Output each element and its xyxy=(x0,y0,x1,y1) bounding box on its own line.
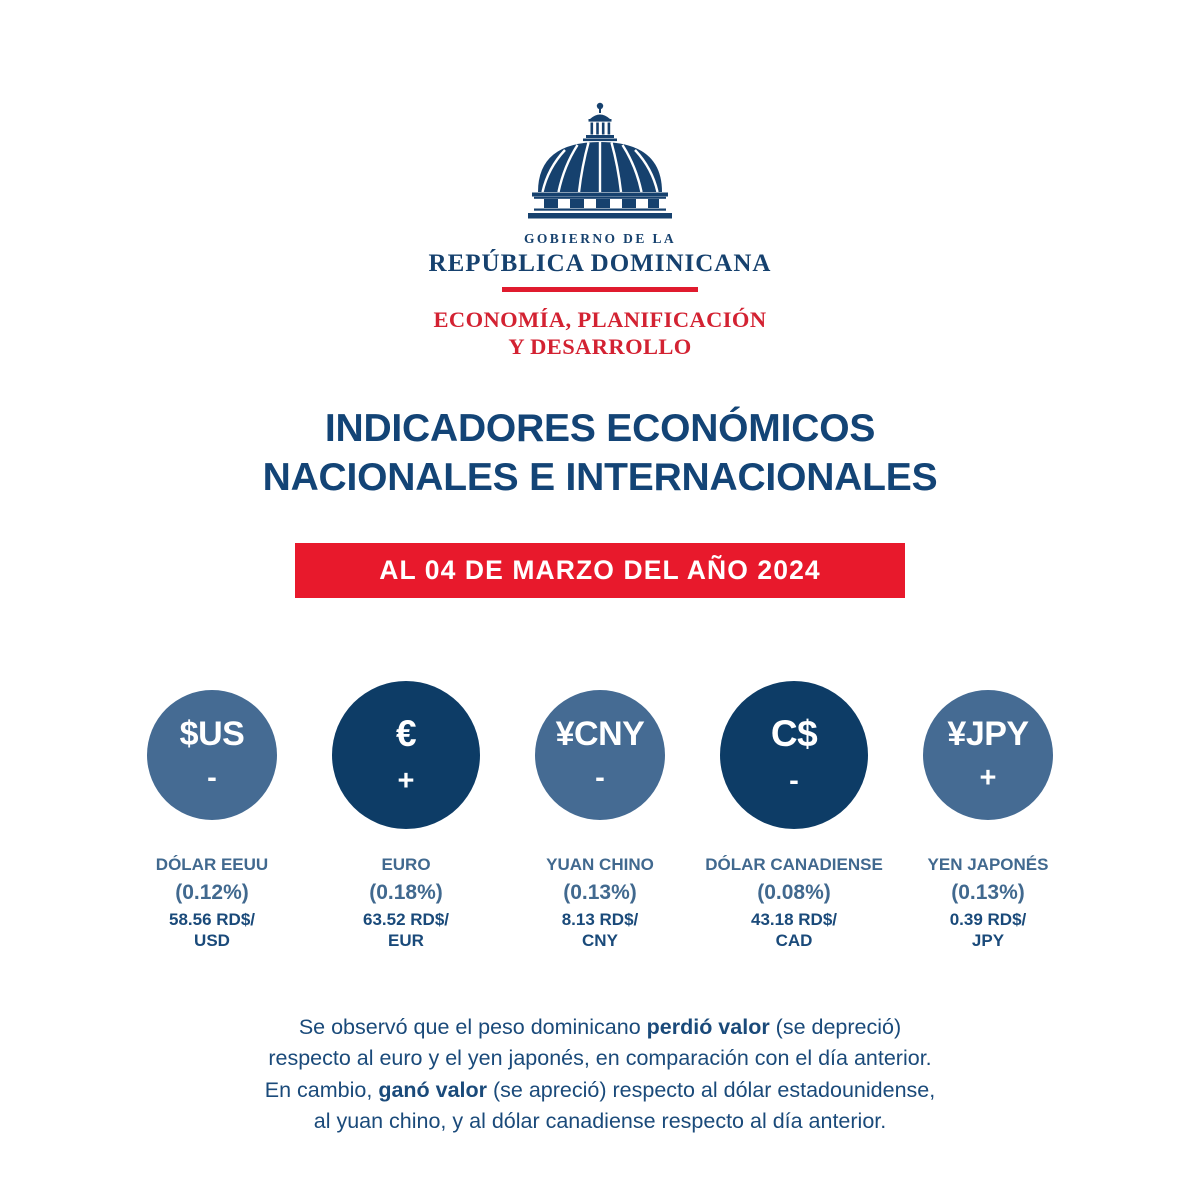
currency-change-percent: (0.12%) xyxy=(175,880,249,904)
government-logo xyxy=(0,100,1200,360)
currency-change-percent: (0.13%) xyxy=(563,880,637,904)
currency-rate-unit: USD xyxy=(194,930,230,950)
trend-down-icon: - xyxy=(789,764,799,797)
summary-emphasis-lost-value: perdió valor xyxy=(646,1015,770,1039)
trend-up-icon: + xyxy=(979,762,997,794)
page-title-line-2: NACIONALES E INTERNACIONALES xyxy=(262,455,938,499)
currency-card-cny xyxy=(503,665,697,951)
currency-badge-usd xyxy=(147,690,277,820)
currency-card-jpy xyxy=(891,665,1085,951)
currency-symbol: € xyxy=(395,712,417,754)
currency-indicator-row xyxy=(0,665,1200,951)
summary-text xyxy=(0,1012,1200,1138)
currency-rate-value: 63.52 RD$/ xyxy=(363,909,449,929)
trend-down-icon: - xyxy=(595,762,605,794)
summary-line-1 xyxy=(0,1012,1200,1043)
currency-circle-slot xyxy=(535,665,665,845)
currency-symbol: C$ xyxy=(770,712,818,754)
currency-rate xyxy=(751,909,837,952)
currency-name: YUAN CHINO xyxy=(546,855,654,874)
summary-line-1-a: Se observó que el peso dominicano xyxy=(298,1015,647,1039)
currency-rate xyxy=(363,909,449,952)
currency-symbol: $US xyxy=(179,715,245,753)
currency-rate xyxy=(950,909,1027,952)
currency-rate-value: 8.13 RD$/ xyxy=(561,909,639,929)
currency-rate-unit: CAD xyxy=(775,930,813,950)
logo-divider xyxy=(502,287,698,292)
currency-circle-slot xyxy=(923,665,1053,845)
currency-rate xyxy=(562,909,639,952)
currency-change-percent: (0.18%) xyxy=(369,880,443,904)
currency-name: EURO xyxy=(381,855,431,874)
currency-name: DÓLAR CANADIENSE xyxy=(705,855,883,874)
currency-badge-cny xyxy=(535,690,665,820)
currency-badge-cad xyxy=(720,681,868,829)
currency-rate xyxy=(169,909,255,952)
currency-change-percent: (0.08%) xyxy=(757,880,831,904)
summary-line-1-c: (se depreció) xyxy=(769,1015,902,1039)
page-title-line-1: INDICADORES ECONÓMICOS xyxy=(324,407,876,450)
currency-rate-value: 58.56 RD$/ xyxy=(169,909,255,929)
ministry-line-2: Y DESARROLLO xyxy=(508,333,692,359)
summary-line-3 xyxy=(0,1075,1200,1106)
currency-badge-eur xyxy=(332,681,480,829)
currency-change-percent: (0.13%) xyxy=(951,880,1025,904)
trend-down-icon: - xyxy=(207,762,217,794)
currency-card-usd xyxy=(115,665,309,951)
currency-card-cad xyxy=(697,665,891,951)
currency-circle-slot xyxy=(147,665,277,845)
currency-rate-value: 43.18 RD$/ xyxy=(751,909,837,929)
summary-emphasis-gained-value: ganó valor xyxy=(378,1077,488,1102)
logo-line-gobierno: GOBIERNO DE LA xyxy=(523,231,677,246)
currency-name: YEN JAPONÉS xyxy=(927,855,1049,874)
currency-card-eur xyxy=(309,665,503,951)
dome-emblem-icon xyxy=(520,100,680,224)
logo-line-republica: REPÚBLICA DOMINICANA xyxy=(428,249,772,277)
summary-line-3-a: En cambio, xyxy=(264,1077,379,1102)
currency-badge-jpy xyxy=(923,690,1053,820)
currency-rate-value: 0.39 RD$/ xyxy=(949,909,1027,929)
currency-circle-slot xyxy=(332,665,480,845)
ministry-line-1: ECONOMÍA, PLANIFICACIÓN xyxy=(433,306,767,332)
currency-rate-unit: EUR xyxy=(388,930,424,950)
currency-name: DÓLAR EEUU xyxy=(155,855,269,874)
date-banner xyxy=(295,543,905,598)
currency-symbol: ¥CNY xyxy=(555,715,645,753)
page-title xyxy=(0,405,1200,503)
ministry-name xyxy=(434,306,767,361)
currency-rate-unit: JPY xyxy=(971,930,1005,950)
currency-symbol: ¥JPY xyxy=(947,715,1029,753)
currency-rate-unit: CNY xyxy=(582,930,618,950)
summary-line-3-c: (se apreció) respecto al dólar estadounidense, xyxy=(487,1077,936,1102)
trend-up-icon: + xyxy=(397,764,415,797)
summary-line-2: respecto al euro y el yen japonés, en comparación con el día anterior. xyxy=(268,1046,932,1071)
date-banner-text: AL 04 DE MARZO DEL AÑO 2024 xyxy=(379,555,821,586)
currency-circle-slot xyxy=(720,665,868,845)
summary-line-4: al yuan chino, y al dólar canadiense respecto al día anterior. xyxy=(313,1109,887,1134)
